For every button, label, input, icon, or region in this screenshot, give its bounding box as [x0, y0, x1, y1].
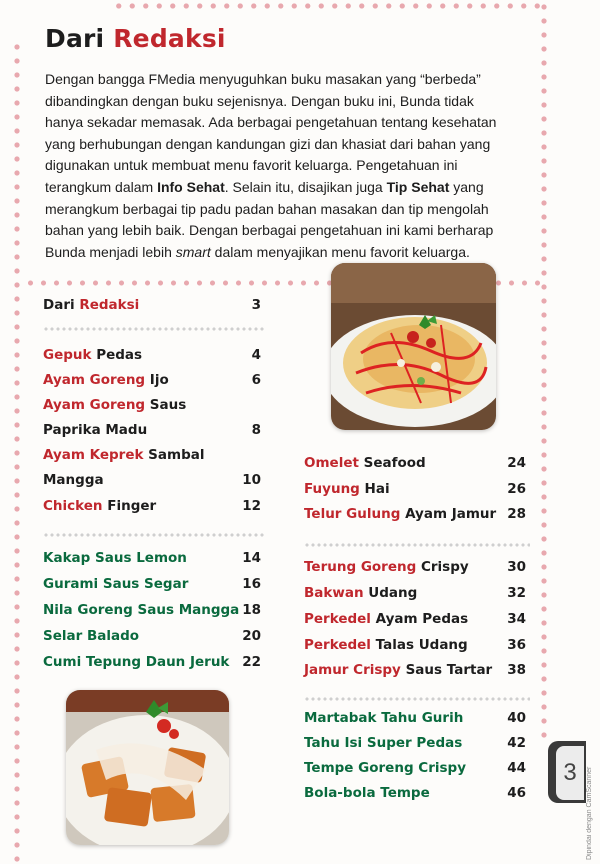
toc-entry[interactable]	[304, 585, 417, 601]
intro-text: yang	[449, 178, 484, 195]
toc-page-number: 40	[507, 710, 526, 726]
toc-page-number: 3	[251, 297, 261, 313]
toc-page-number: 30	[507, 559, 526, 575]
smart-term: smart	[175, 243, 211, 260]
intro-line: yang berhubungan dengan kandungan gizi dan khasiat dari bahan yang	[45, 135, 491, 152]
toc-page-number: 46	[507, 785, 526, 801]
toc-page-number: 8	[251, 422, 261, 438]
tip-sehat-term: Tip Sehat	[386, 178, 450, 195]
fried-tofu-photo	[66, 690, 229, 845]
toc-entry-text: Jamur Crispy	[304, 662, 401, 678]
toc-entry[interactable]	[304, 481, 390, 497]
intro-line	[45, 242, 505, 264]
toc-entry-text: Hai	[359, 481, 390, 497]
toc-entry-text: Perkedel	[304, 637, 371, 653]
toc-entry-text: Dari	[43, 297, 80, 313]
toc-page-number: 4	[251, 347, 261, 363]
toc-entry-text: Talas Udang	[370, 637, 468, 653]
toc-page-number: 44	[507, 760, 526, 776]
intro-line	[45, 177, 505, 199]
toc-entry-text: Omelet	[304, 455, 359, 471]
intro-line: Dengan bangga FMedia menyuguhkan buku masakan yang “berbeda”	[45, 71, 481, 87]
toc-entry-text: Ayam Goreng	[43, 397, 146, 413]
toc-entry-text: Chicken	[43, 498, 103, 514]
toc-page-number: 34	[507, 611, 526, 627]
toc-entry-text: Super Pedas	[362, 735, 463, 751]
toc-entry-text: Selar	[43, 628, 83, 644]
intro-line: bahan yang lebih baik. Dengan berbagai pengetahuan ini kami berharap	[45, 222, 494, 239]
toc-entry-text: Terung Goreng	[304, 559, 417, 575]
intro-text: . Selain itu, disajikan juga	[224, 178, 387, 195]
toc-entry[interactable]	[304, 710, 463, 726]
toc-page-number: 38	[507, 662, 526, 678]
toc-entry-text: Nila Goreng	[43, 602, 133, 618]
toc-entry-dari-redaksi[interactable]	[43, 297, 139, 313]
toc-entry-text: Perkedel	[304, 611, 371, 627]
toc-entry[interactable]	[304, 611, 468, 627]
intro-text: terangkum dalam	[45, 178, 158, 195]
toc-entry-text: Crispy	[413, 760, 467, 776]
toc-entry-text: Saus Mangga	[132, 602, 240, 618]
toc-entry-text: Paprika Madu	[43, 422, 148, 438]
toc-entry-text: Saus Lemon	[90, 550, 187, 566]
toc-entry[interactable]	[43, 628, 139, 644]
left-dotted-border	[12, 40, 22, 864]
toc-entry-text: Ayam Goreng	[43, 372, 146, 388]
toc-entry[interactable]	[304, 455, 426, 471]
intro-line: digunakan untuk membuat menu favorit keluarga. Pengetahuan ini	[45, 157, 458, 174]
dotted-separator	[304, 697, 530, 701]
intro-paragraph	[45, 69, 505, 263]
info-sehat-term: Info Sehat	[157, 178, 225, 195]
toc-entry[interactable]	[43, 397, 186, 413]
toc-entry[interactable]	[304, 760, 466, 776]
toc-left-column	[43, 297, 268, 677]
toc-page-number: 6	[251, 372, 261, 388]
toc-entry[interactable]	[304, 662, 492, 678]
toc-entry[interactable]	[43, 347, 142, 363]
toc-entry-text: Finger	[102, 498, 157, 514]
toc-entry-text: Daun Jeruk	[141, 654, 230, 670]
toc-page-number: 32	[507, 585, 526, 601]
toc-entry-text: Bakwan	[304, 585, 364, 601]
toc-entry-text: Fuyung	[304, 481, 360, 497]
toc-page-number: 26	[507, 481, 526, 497]
toc-entry-text: Tempe Goreng	[304, 760, 414, 776]
intro-text: dalam menyajikan menu favorit keluarga.	[210, 243, 470, 260]
dotted-separator	[43, 327, 265, 331]
toc-entry-text: Ayam Keprek	[43, 447, 144, 463]
toc-entry-text: Cumi Tepung	[43, 654, 142, 670]
toc-entry-text: Saus Segar	[98, 576, 189, 592]
toc-entry-text: Mangga	[43, 472, 104, 488]
toc-page-number: 36	[507, 637, 526, 653]
toc-page-number: 20	[242, 628, 261, 644]
toc-entry[interactable]	[43, 602, 239, 618]
toc-entry-continuation[interactable]	[43, 472, 104, 488]
dotted-separator	[43, 533, 265, 537]
toc-page-number: 14	[242, 550, 261, 566]
toc-entry[interactable]	[43, 447, 205, 463]
toc-right-column	[304, 455, 534, 805]
dotted-separator	[304, 543, 530, 547]
scanner-watermark: Dipindai dengan CamScanner	[586, 766, 593, 860]
intro-line: hanya sekadar memasak. Ada berbagai pengetahuan tentang kesehatan	[45, 114, 497, 131]
toc-entry-text: Saus Tartar	[400, 662, 493, 678]
omelet-illustration	[331, 263, 496, 430]
toc-entry-text: Bola-bola	[304, 785, 376, 801]
toc-entry[interactable]	[304, 637, 468, 653]
toc-page-number: 18	[242, 602, 261, 618]
toc-page-number: 10	[242, 472, 261, 488]
toc-entry-text: Gepuk	[43, 347, 92, 363]
toc-entry[interactable]	[43, 498, 156, 514]
toc-entry-text: Seafood	[358, 455, 426, 471]
tofu-illustration	[66, 690, 229, 845]
toc-entry-text: Udang	[363, 585, 418, 601]
intro-line: merangkum berbagai tip padu padan bahan masakan dan tip mengolah	[45, 200, 489, 217]
toc-entry[interactable]	[43, 654, 229, 670]
toc-entry-text: Ayam Pedas	[370, 611, 469, 627]
page-number: 3	[556, 746, 584, 800]
toc-entry[interactable]	[43, 576, 188, 592]
title-part-redaksi: Redaksi	[113, 24, 226, 53]
toc-entry-text: Gurami	[43, 576, 99, 592]
toc-entry[interactable]	[304, 506, 496, 522]
toc-page-number: 16	[242, 576, 261, 592]
intro-text: Bunda menjadi lebih	[45, 243, 176, 260]
toc-page-number: 28	[507, 506, 526, 522]
toc-entry-text: Sambal	[143, 447, 205, 463]
toc-entry-text: Martabak Tahu	[304, 710, 418, 726]
title-part-dari: Dari	[45, 24, 114, 53]
toc-entry-text: Redaksi	[79, 297, 140, 313]
page-title	[45, 24, 226, 53]
toc-entry-continuation[interactable]	[43, 422, 147, 438]
toc-entry[interactable]	[304, 735, 462, 751]
toc-entry-text: Kakap	[43, 550, 91, 566]
toc-page-number: 42	[507, 735, 526, 751]
toc-entry-text: Balado	[82, 628, 140, 644]
toc-page-number: 22	[242, 654, 261, 670]
toc-entry-text: Telur Gulung	[304, 506, 401, 522]
right-dotted-border	[540, 0, 548, 740]
toc-entry-text: Gurih	[417, 710, 464, 726]
toc-entry-text: Tahu Isi	[304, 735, 363, 751]
omelet-photo	[331, 263, 496, 430]
toc-page-number: 24	[507, 455, 526, 471]
toc-entry-text: Ayam Jamur	[400, 506, 497, 522]
toc-entry[interactable]	[304, 559, 469, 575]
intro-line: dibandingkan dengan buku sejenisnya. Dengan buku ini, Bunda tidak	[45, 92, 474, 109]
toc-entry-text: Crispy	[416, 559, 469, 575]
toc-entry[interactable]	[43, 550, 187, 566]
toc-entry-text: Ijo	[145, 372, 169, 388]
top-dotted-border	[112, 2, 548, 10]
toc-entry[interactable]	[43, 372, 169, 388]
toc-page-number: 12	[242, 498, 261, 514]
toc-entry-text: Tempe	[375, 785, 430, 801]
toc-entry-text: Saus	[145, 397, 187, 413]
toc-entry-text: Pedas	[91, 347, 143, 363]
toc-entry[interactable]	[304, 785, 430, 801]
